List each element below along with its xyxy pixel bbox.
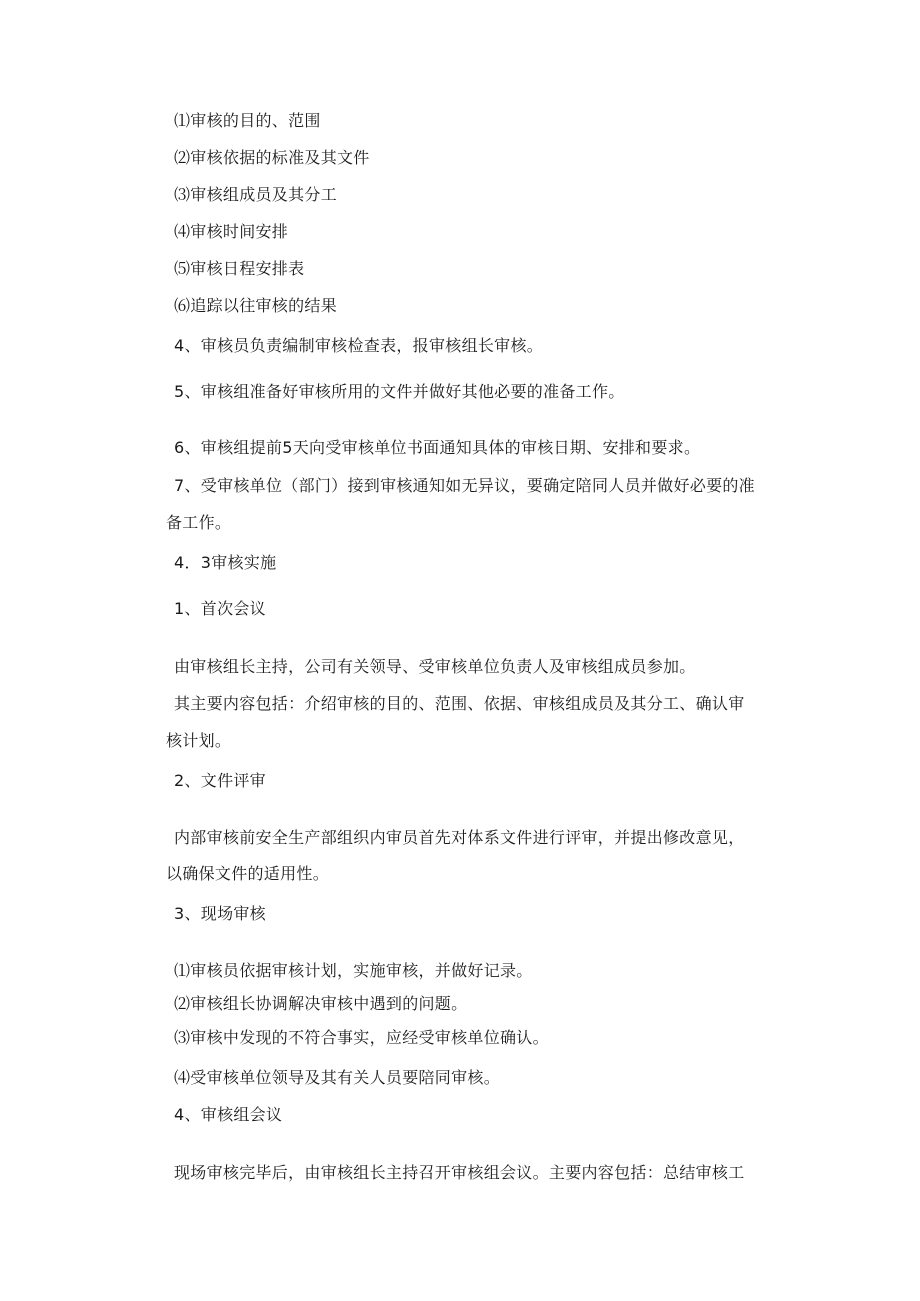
section-heading: 4．3审核实施 — [174, 553, 277, 572]
paragraph: 5、审核组准备好审核所用的文件并做好其他必要的准备工作。 — [174, 382, 625, 401]
list-item: ⑵审核依据的标准及其文件 — [174, 148, 370, 167]
list-item: ⑶审核中发现的不符合事实，应经受审核单位确认。 — [174, 1028, 549, 1047]
paragraph: 7、受审核单位（部门）接到审核通知如无异议，要确定陪同人员并做好必要的准 — [174, 476, 755, 495]
list-item: ⑷审核时间安排 — [174, 222, 289, 241]
paragraph: 内部审核前安全生产部组织内审员首先对体系文件进行评审，并提出修改意见， — [174, 828, 745, 847]
paragraph: 6、审核组提前5天向受审核单位书面通知具体的审核日期、安排和要求。 — [174, 438, 701, 457]
subsection-heading: 2、文件评审 — [174, 771, 266, 790]
list-item: ⑵审核组长协调解决审核中遇到的问题。 — [174, 994, 468, 1013]
list-item: ⑷受审核单位领导及其有关人员要陪同审核。 — [174, 1068, 501, 1087]
subsection-heading: 4、审核组会议 — [174, 1105, 283, 1124]
paragraph-continuation: 以确保文件的适用性。 — [166, 864, 330, 883]
paragraph: 现场审核完毕后，由审核组长主持召开审核组会议。主要内容包括：总结审核工 — [174, 1163, 745, 1182]
paragraph: 其主要内容包括：介绍审核的目的、范围、依据、审核组成员及其分工、确认审 — [174, 694, 745, 713]
paragraph: 由审核组长主持，公司有关领导、受审核单位负责人及审核组成员参加。 — [174, 657, 696, 676]
paragraph-continuation: 备工作。 — [166, 513, 232, 532]
subsection-heading: 1、首次会议 — [174, 599, 266, 618]
paragraph: 4、审核员负责编制审核检查表，报审核组长审核。 — [174, 336, 544, 355]
list-item: ⑸审核日程安排表 — [174, 259, 305, 278]
list-item: ⑴审核员依据审核计划，实施审核，并做好记录。 — [174, 961, 533, 980]
list-item: ⑶审核组成员及其分工 — [174, 185, 338, 204]
subsection-heading: 3、现场审核 — [174, 904, 266, 923]
list-item: ⑹追踪以往审核的结果 — [174, 296, 338, 315]
paragraph-continuation: 核计划。 — [166, 731, 232, 750]
list-item: ⑴审核的目的、范围 — [174, 111, 321, 130]
